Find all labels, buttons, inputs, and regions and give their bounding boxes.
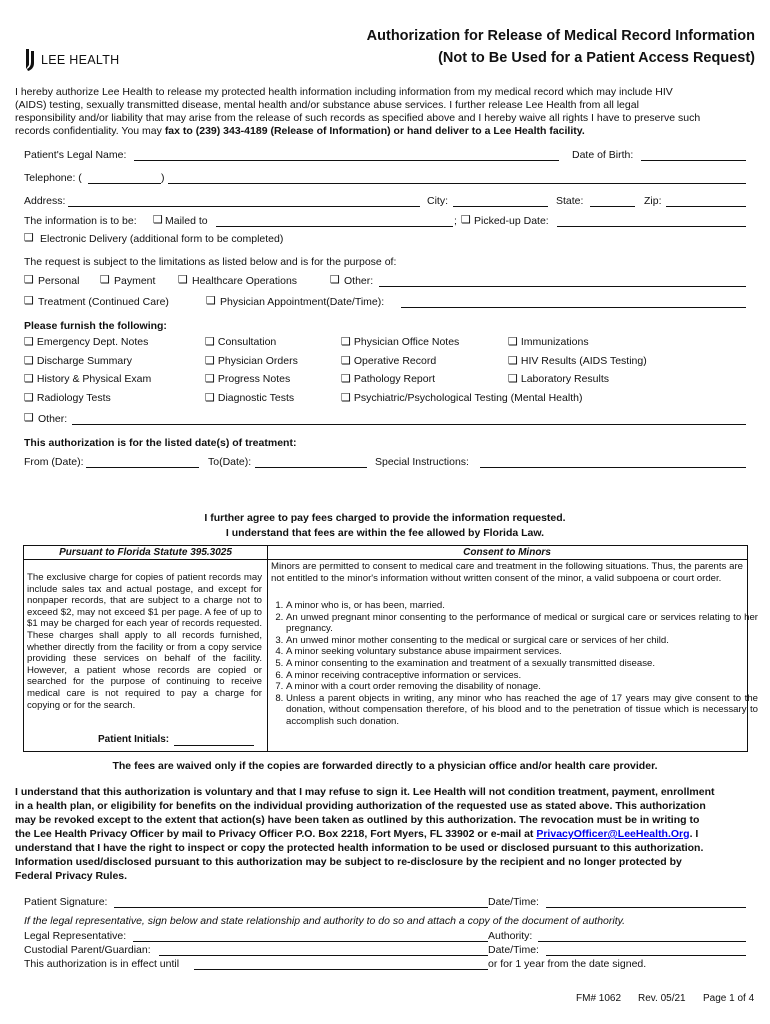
understand-line-4-end: . I — [689, 828, 699, 840]
revision: Rev. 05/21 — [638, 993, 686, 1004]
state-input[interactable] — [590, 195, 635, 207]
telephone-input[interactable] — [168, 172, 746, 184]
fax-instructions: fax to (239) 343-4189 (Release of Information) or hand deliver to a Lee Health facility. — [164, 125, 585, 137]
checkbox[interactable]: ❑ — [24, 335, 34, 348]
minors-item: 1. A minor who is, or has been, married. — [286, 600, 758, 612]
healthcare-ops-checkbox[interactable]: ❑ — [178, 273, 188, 286]
furnish-heading: Please furnish the following: — [24, 320, 167, 332]
furnish-item-label: Physician Office Notes — [353, 336, 460, 348]
to-date-label: To(Date): — [208, 456, 252, 468]
furnish-col-2 — [205, 335, 298, 409]
healthcare-ops-label: Healthcare Operations — [192, 275, 298, 287]
furnish-item-label: Progress Notes — [217, 373, 291, 385]
furnish-item-label: Laboratory Results — [520, 373, 610, 385]
understand-line-7: Federal Privacy Rules. — [15, 870, 128, 882]
authority-input[interactable] — [538, 930, 746, 942]
fees-waived: The fees are waived only if the copies are forwarded directly to a physician office and/or health care provider. — [112, 760, 658, 772]
furnish-item-label: Discharge Summary — [36, 354, 132, 367]
telephone-close: ) — [161, 172, 165, 184]
payment-checkbox[interactable]: ❑ — [100, 273, 110, 286]
intro-line-1: I hereby authorize Lee Health to release my protected health information including information from my medical record which may include HIV — [15, 86, 673, 98]
furnish-item-label: Immunizations — [520, 336, 589, 348]
personal-label: Personal — [38, 275, 80, 287]
minors-list — [271, 600, 758, 728]
furnish-item-label: Pathology Report — [353, 373, 436, 385]
minors-item: 8. Unless a parent objects in writing, any minor who has reached the age of 17 years may give consent to the donation, without compensation therefore, of his blood and to the penetration of tissue which is necessary to accomplish such donation. — [286, 693, 758, 728]
physician-appt-label: Physician Appointment(Date/Time): — [220, 296, 385, 308]
fee-table-divider-h — [23, 559, 747, 560]
dates-heading: This authorization is for the listed date(s) of treatment: — [24, 437, 297, 449]
telephone-label: Telephone: ( — [24, 172, 82, 184]
lee-health-logo-icon — [24, 47, 40, 73]
intro-line-4-text: records confidentiality. You may — [15, 125, 165, 137]
physician-appt-checkbox[interactable]: ❑ — [206, 294, 216, 307]
furnish-item-label: Emergency Dept. Notes — [36, 336, 149, 348]
furnish-other-label: Other: — [38, 413, 68, 425]
page-number: Page 1 of 4 — [703, 993, 755, 1004]
date-time-2-input[interactable] — [546, 944, 746, 956]
understand-line-2: in a health plan, or eligibility for benefits on the individual providing authorization of the requested use as stated above. This authorization — [15, 800, 706, 812]
special-instructions-label: Special Instructions: — [375, 456, 469, 468]
to-date-input[interactable] — [255, 456, 367, 468]
treatment-checkbox[interactable]: ❑ — [24, 294, 34, 307]
patient-initials-label: Patient Initials: — [98, 734, 170, 745]
furnish-item-label: HIV Results (AIDS Testing) — [520, 354, 647, 367]
furnish-col-4 — [508, 335, 647, 391]
picked-up-label: Picked-up Date: — [474, 215, 549, 227]
fees-agree-line-2: I understand that fees are within the fee allowed by Florida Law. — [225, 527, 545, 539]
checkbox[interactable]: ❑ — [341, 390, 351, 404]
address-label: Address: — [24, 195, 66, 207]
page-subtitle: (Not to Be Used for a Patient Access Request) — [438, 50, 755, 66]
furnish-item[interactable] — [24, 354, 151, 373]
electronic-delivery-checkbox[interactable]: ❑ — [24, 231, 34, 244]
purpose-other-label: Other: — [344, 275, 374, 287]
minors-item: 4. A minor seeking voluntary substance abuse impairment services. — [286, 646, 758, 658]
statute-text: The exclusive charge for copies of patient records may include sales tax and actual postage, and except for nonpaper records, that are subject to a charge not to exceed $2, may not exceed $1 per page. A fee of up to $1 may be charged for each year of records requested. These charges shall apply to all records furnished, whether directly from the facility or from a copy service providing these services on behalf of the facility. However, a patient whose records are copied or searched for the purpose of continuing to receive medical care is not required to pay a charge for copying or for the search. — [27, 572, 262, 711]
patient-signature-input[interactable] — [114, 896, 488, 908]
city-label: City: — [427, 195, 448, 207]
semicolon: ; — [454, 215, 457, 227]
checkbox[interactable]: ❑ — [341, 335, 351, 348]
checkbox[interactable]: ❑ — [508, 353, 518, 367]
lee-health-logo — [24, 47, 144, 73]
furnish-item[interactable] — [24, 372, 151, 391]
date-time-input[interactable] — [546, 896, 746, 908]
furnish-item[interactable] — [24, 335, 151, 354]
furnish-item[interactable] — [205, 335, 298, 354]
minors-item: 7. A minor with a court order removing the disability of nonage. — [286, 681, 758, 693]
legal-name-label: Patient's Legal Name: — [24, 149, 127, 161]
picked-up-date-input[interactable] — [557, 215, 746, 227]
checkbox[interactable]: ❑ — [205, 372, 215, 385]
one-year-label: or for 1 year from the date signed. — [488, 958, 647, 970]
furnish-item-label: History & Physical Exam — [36, 373, 152, 385]
effect-until-input[interactable] — [194, 958, 488, 970]
logo-text: LEE HEALTH — [41, 53, 120, 67]
minors-item: 2. An unwed pregnant minor consenting to the performance of medical or surgical care or services relating to her pregnancy. — [286, 612, 758, 635]
furnish-col-1 — [24, 335, 151, 409]
patient-initials-input[interactable] — [174, 734, 254, 746]
furnish-item[interactable] — [205, 391, 298, 410]
furnish-item-label: Physician Orders — [217, 354, 298, 367]
personal-checkbox[interactable]: ❑ — [24, 273, 34, 286]
understand-line-6: Information used/disclosed pursuant to this authorization may be subject to re-disclosure by the recipient and no longer protected by — [15, 856, 682, 868]
privacy-officer-email-link[interactable]: PrivacyOfficer@LeeHealth.Org — [536, 828, 690, 840]
furnish-item-label: Consultation — [217, 336, 277, 348]
authority-label: Authority: — [488, 930, 533, 942]
effect-until-label: This authorization is in effect until — [24, 958, 180, 970]
checkbox[interactable]: ❑ — [508, 372, 518, 385]
form-number: FM# 1062 — [576, 993, 622, 1004]
checkbox[interactable]: ❑ — [24, 372, 34, 385]
furnish-item[interactable] — [205, 354, 298, 373]
minors-heading: Consent to Minors — [463, 547, 551, 558]
mailed-to-input[interactable] — [216, 215, 453, 227]
minors-item: 6. A minor receiving contraceptive information or services. — [286, 670, 758, 682]
checkbox[interactable]: ❑ — [341, 353, 351, 367]
furnish-item[interactable] — [508, 372, 647, 391]
patient-signature-label: Patient Signature: — [24, 896, 108, 908]
intro-line-4 — [15, 125, 585, 137]
furnish-other-input[interactable] — [72, 413, 746, 425]
furnish-item-label: Psychiatric/Psychological Testing (Mental Health) — [353, 391, 583, 404]
intro-line-2: (AIDS) testing, sexually transmitted disease, mental health and/or substance abuse services. I further release Lee Health from all legal — [15, 99, 639, 111]
checkbox[interactable]: ❑ — [508, 335, 518, 348]
payment-label: Payment — [114, 275, 156, 287]
legal-rep-note: If the legal representative, sign below and state relationship and authority to do so and attach a copy of the document of authority. — [24, 915, 626, 927]
understand-line-3: may be revoked except to the extent that action(s) have been taken as outlined by this authorization. The revocation must be in writing to — [15, 814, 700, 826]
address-input[interactable] — [68, 195, 420, 207]
legal-rep-label: Legal Representative: — [24, 930, 127, 942]
purpose-intro: The request is subject to the limitations as listed below and is for the purpose of: — [24, 256, 397, 268]
checkbox[interactable]: ❑ — [205, 390, 215, 404]
furnish-item[interactable] — [508, 335, 647, 354]
mailed-to-label: Mailed to — [165, 215, 208, 227]
city-input[interactable] — [453, 195, 548, 207]
furnish-item-label: Diagnostic Tests — [217, 391, 295, 404]
from-date-label: From (Date): — [24, 456, 84, 468]
dob-input[interactable] — [641, 149, 746, 161]
purpose-other-input[interactable] — [379, 275, 746, 287]
checkbox[interactable]: ❑ — [205, 353, 215, 367]
furnish-item[interactable] — [508, 354, 647, 373]
treatment-label: Treatment (Continued Care) — [38, 296, 169, 308]
legal-rep-input[interactable] — [133, 930, 488, 942]
understand-line-4 — [15, 828, 698, 840]
furnish-item[interactable] — [205, 372, 298, 391]
dob-label: Date of Birth: — [572, 149, 634, 161]
understand-line-5: understand that I have the right to inspect or copy the protected health information to be used or disclosed pursuant to this authorization. — [15, 842, 704, 854]
info-to-be-label: The information is to be: — [24, 215, 137, 227]
furnish-item-label: Radiology Tests — [36, 391, 111, 404]
checkbox[interactable]: ❑ — [24, 390, 34, 404]
understand-line-1: I understand that this authorization is voluntary and that I may refuse to sign it. Lee Health will not condition treatment, payment, enrollment — [15, 786, 715, 798]
state-label: State: — [556, 195, 584, 207]
checkbox[interactable]: ❑ — [24, 353, 34, 367]
picked-up-checkbox[interactable]: ❑ — [461, 213, 471, 226]
understand-line-4-text: the Lee Health Privacy Officer by mail to Privacy Officer P.O. Box 2218, Fort Myers, FL 33902 or e-mail at — [15, 828, 537, 840]
zip-input[interactable] — [666, 195, 746, 207]
zip-label: Zip: — [644, 195, 662, 207]
furnish-item[interactable] — [341, 391, 582, 410]
purpose-other-checkbox[interactable]: ❑ — [330, 273, 340, 286]
custodial-label: Custodial Parent/Guardian: — [24, 944, 151, 956]
minors-item: 5. A minor consenting to the examination and treatment of a sexually transmitted disease. — [286, 658, 758, 670]
special-instructions-input[interactable] — [480, 456, 746, 468]
physician-appt-input[interactable] — [401, 296, 746, 308]
legal-name-input[interactable] — [134, 149, 559, 161]
furnish-other-checkbox[interactable]: ❑ — [24, 411, 34, 424]
area-code-input[interactable] — [88, 172, 161, 184]
electronic-delivery-label: Electronic Delivery (additional form to be completed) — [40, 233, 284, 245]
custodial-input[interactable] — [159, 944, 488, 956]
intro-line-3: responsibility and/or liability that may arise from the release of such records as specified above and I hereby waive all rights I have to preserve such — [15, 112, 701, 124]
page-title: Authorization for Release of Medical Record Information — [366, 28, 755, 44]
furnish-item[interactable] — [24, 391, 151, 410]
date-time-2-label: Date/Time: — [488, 944, 539, 956]
mailed-to-checkbox[interactable]: ❑ — [153, 213, 163, 226]
checkbox[interactable]: ❑ — [205, 335, 215, 348]
fee-table-divider-v — [267, 545, 268, 751]
minors-item: 3. An unwed minor mother consenting to the medical or surgical care or services of her child. — [286, 635, 758, 647]
date-time-label: Date/Time: — [488, 896, 539, 908]
checkbox[interactable]: ❑ — [341, 372, 351, 385]
minors-intro: Minors are permitted to consent to medical care and treatment in the following situations. Thus, the parents are not entitled to the minor's information without written consent of the minor, a valid subpoena or court order. — [271, 561, 743, 584]
furnish-item-label: Operative Record — [353, 354, 437, 367]
from-date-input[interactable] — [86, 456, 199, 468]
statute-heading: Pursuant to Florida Statute 395.3025 — [59, 547, 232, 558]
fees-agree-line-1: I further agree to pay fees charged to provide the information requested. — [204, 512, 566, 524]
